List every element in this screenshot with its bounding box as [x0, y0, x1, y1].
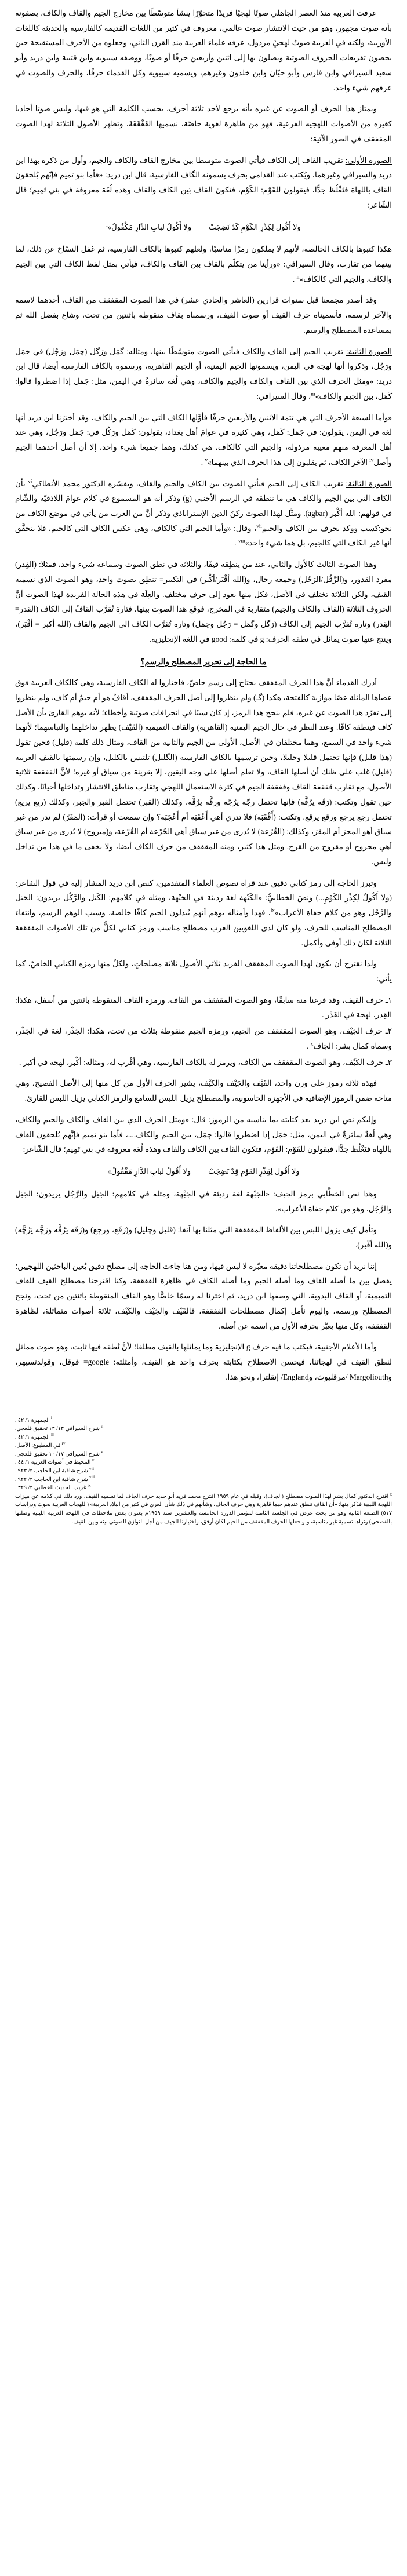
- footnote-marker-vi: vi: [92, 1457, 96, 1463]
- section-heading-need: ما الحاجة إلى تحرير المصطلح والرسم؟: [140, 657, 267, 666]
- footnote-iii: [15, 1433, 392, 1442]
- footnote-ref-v[interactable]: v: [205, 457, 208, 463]
- list-text-3: حرف الكَيْف، وهو الصوت المقفقف من الكاف، ويرمز له بالكاف الفارسية، وهي أقْرب له، ومثاله: أكْبر، لهجة في أكبر .: [19, 1057, 384, 1067]
- footnote-text-ii: شرح السيرافي ١٣/ ١٣ تحقيق قلعجي.: [15, 1425, 100, 1432]
- sura-three-block: [15, 476, 392, 551]
- footnote-marker-v: v: [101, 1449, 103, 1454]
- paragraph-ancients-realized: أدرك القدماء أنَّ هذا الحرف المقفقف يحتاج إلى رسم خاصّ، فاختاروا له الكاف الفارسية، وهي كالكاف العربية فوق عصاها المائلة عصًا موازية كالفتحة، هكذا (گـ) ولم ينظروا إلى أصل الحرف المقفقف، أقافٌ هو أم جيمٌ أم كاف، ولم ينظروا إلى تفرّد هذا الصوت عن غيره، فلم ينجح هذا الرمز، إذ كان سببًا في انحرافات صوتية وأخطاء؛ لأنه يوهم القارئ بأن الأصل كاف فينطقه كافًا. وعند النظر في حال الجيم اليمنية (القاهرية) والقاف التميمية (القَيْف) يظهر تداخلهما والتباسهما؛ لأنهما شيء واحد في السمع، وهما مختلفان في الأصل، الأولى من الجيم والثانية من القاف، ومثال ذلك كلمة (قليل) فحين تقول (هذا قليل) فإنها تحتمل قليلا وجليلا، وحين ترسمها بالكاف الفارسية (الگليل) تلتبس بالكليل، وإن رسمتها بالقيف العربية (قليل) غلب على ظنك أن أصلها القاف، ولا تعلم أصلها على وجه اليقين، إلا بقرينة من سياق أو غيره؛ لأنَّ القفقفة ثلاثية الأصول، مع تقارب قفقفة القاف وقفقفة الجيم في كثرة الاستعمال اللهجي وتقارب مناطق الانتشار وتداخلها أحيانًا، وكذلك حين تقول وتكتب: (رَقَه يرُقَّه) فإنها تحتمل رجّه يرُجّه ورقَّه يرُقَّه، وكذلك (القبر) تحتمل القبر والجبر، وكذلك (ريع يريع) تحتمل رجع يرجع ورقع يرقع. وتكتب: (أَقْقَبَه) فلا تدري أهي أَعْقَبَه أم أَعْجَبَه؟ وإن سمعت أو قرأت: (المَقَرّ) لم تدر من غير سياق أهو المجرَ أم المقرَ، وكذلك: (القُرْعة) لا يُدرى من غير سياق أهي الجُرْعة أم القُرْعة، و(ميروح) لا يُدرى من غير سياق أهي مجروح أو مقروح من القرح. ومثل هذا كثير، ومنه المقفقف من حرف الكاف أيضا، ولا يخفى ما في هذا من تداخل ولبس.: [15, 678, 392, 866]
- footnote-marker-ii: ii: [101, 1423, 104, 1429]
- list-item-qayf: [15, 993, 392, 1023]
- sura-one-label: الصورة الأولى:: [345, 155, 392, 165]
- footnote-marker-ix: ix: [87, 1483, 91, 1489]
- paragraph-three-symbols: فهذه ثلاثة رموز على وزن واحد، القَيْف والجَيْف والكَيْف، يشير الحرف الأول من كل منها إلى الأصل الفصيح، وهي متاحة ضمن الرموز الإضافية في الأجهزة الحاسوبية، والمصطلح يزيل اللبس للسامع والرمز الكتابي يزيل اللبس للقارئ.: [15, 1079, 392, 1103]
- footnote-vii: [15, 1467, 392, 1476]
- footnote-text-x: اقترح الدكتور كمال بشر لهذا الصوت مصطلح (الجاف)، وقبله في عام ١٩٥٩ اقترح محمد فريد أبو حديد حرف الجاف لما نسميه القيف، ورد ذلك في كلامه عن ميزات اللهجة الليبية فذكر منها: «أن القاف تنطق عندهم جيما قاهرية وهي حرف الجاف، وشأنهم في ذلك شأن العري في كثير من البلاد العربية» (اللهجات العربية بحوث ودراسات ٥١٧) الطبعة الثانية وهو من بحث عرض في الجلسة الثامنة لمؤتمر الدورة الخامسة والعشرين سنة ١٩٥٩م بعنوان بعض ملاحظات في اللهجة العربية الليبية وصلتها بالفصحى) ونراها تسمية غير مناسبة، ولو جعلها للحرف المقفقف من الجيم لكان أوفق، واختيارنا للجيف من أجل التوازن الصوتي بينه وبين القيف.: [15, 1493, 392, 1525]
- footnote-text-iv: في المطبوع: الأصل.: [15, 1442, 61, 1449]
- proposal-list: [15, 993, 392, 1070]
- sura-two-block: [15, 344, 392, 404]
- sura-one-block: [15, 153, 392, 213]
- list-text-2-tail: .: [307, 1041, 311, 1050]
- sura-two-body: تقريب الجيم إلى القاف والكاف فيأتي الصوت متوسّطًا بينها، ومثاله: گمَل ورَگل (چمَل ورَچُل) في جَمَل ورَجُل، وذكروا أنها لهجة في اليمن، ويسمونها الجيم اليمنية، أو الجيم القاهرية، ورسموه بالكاف الفارسية أيضا، قال ابن دريد: «ومثل الحرف الذي بين القاف والكاف والجيم والكاف، وهي لُغة سائرةٌ في اليمن، مثل: جَمَل إذا اضطروا قالوا: كَمَل، بين الجيم والكاف»: [15, 347, 392, 401]
- footnote-ref-iii[interactable]: iii: [311, 391, 315, 397]
- quote-sirafi-before: «وأما السبعة الأحرف التي هي تتمة الاثنين والأربعين حرفًا فأوَّلها الكاف التي بين الجيم والكاف، وقد أخبَرَنا ابن دريد أنها لغة في اليمن، يقولون: في جَمَل: كَمَل، وهي كثيرة في عوامَ أهل بغداد، يقولون: كَمَل ورَكُل في: جَمَل ورَجُل، وهي عند أهل المعرفة منهم معيبة مرذولة، والجيم التي كالكاف، هي كذلك، وهما جميعا شيء واحد، إلا أن أصل أحدهما الجيم وأصل: [15, 413, 392, 467]
- footnote-ref-ii[interactable]: ii: [296, 274, 300, 280]
- paragraph-kaf-writing-text: هكذا كتبوها بالكاف الخالصة، لأنهم لا يملكون رمزًا مناسبًا، ولعلهم كتبوها بالكاف الفارسية، ثم غفل النسّاخ عن ذلك، لما بينهما من تقارب، وقال السيرافي: «ورأينا من يتكلّم بالقاف بين القاف والكاف، فيأتي بمثل لفظ الكاف التي بين الجيم والكاف، والجيم التي كالكاف»: [15, 245, 392, 283]
- footnote-i: [15, 1417, 392, 1425]
- quote-sirafi: [15, 410, 392, 470]
- verse-two-hemistich-2: ولا أَقُولُ لبابِ الدَّارِ مَقْفُولُ»: [107, 1167, 191, 1176]
- sura-one-body: تقريب القاف إلى الكاف فيأتي الصوت متوسطا بين مخارج القاف والكاف والجيم، وأول من ذكره بهذا ابن دريد والسيرافي وغيرهما، ويُكتب عند القدامى بحرف يسمونه الگاف الفارسية، قال ابن دريد: «فأما بنو تميم فإنّهم يُلحقون القاف باللهاة فتَغْلُظ جدًّا، فيقولون للقَوْم: الكَوْم، فتكون القاف بَين الكاف والقاف وهذه لُغَة معروفة في بني تَمِيم؛ قال الشّاعر:: [15, 155, 392, 209]
- verse-one-hemistich-2: ولا أَكُولُ لبابِ الدَّارِ مَكْفُولُ»: [107, 222, 192, 231]
- paragraph-foreign-names: وأما الأعلام الأجنبية، فيكتب ما فيه حرف g الإنجليزية وما يماثلها بالقيف مطلقا؛ لأنَّ نُطقه فيها ثابت، وهو صوت مماثل لنطق القيف في لهجاتنا، فيحسن الاصطلاح بكتابته بحرف واحد هو القيف، وأمثلته: google= قوقل، وقولدتسيهر، وMargoliouth /مرقليوث، وEngland/ إنقلترا، ونحو هذا.: [15, 1342, 393, 1381]
- list-marker-2: ٢ـ: [385, 1027, 392, 1036]
- paragraph-proposal-intro: ولذا نقترح أن يكون لهذا الصوت المقفقف الفريد ثلاثي الأصول ثلاثة مصلحاتٍ، ولكلٌ منها رمزه الكتابي الخاصّ، كما يأتي:: [15, 959, 392, 984]
- footnote-vi: [15, 1458, 392, 1467]
- footnote-v: [15, 1450, 392, 1459]
- footnote-ref-vii[interactable]: vii: [256, 523, 262, 529]
- footnote-ref-iv[interactable]: iv: [369, 457, 374, 463]
- list-item-jayf: [15, 1024, 392, 1053]
- footnote-text-v: شرح السيرافي ١٧/ ١٠ تحقيق قلعجي.: [15, 1450, 100, 1457]
- verse-one: [15, 220, 392, 235]
- footnote-ref-viii[interactable]: viii: [238, 537, 245, 544]
- paragraph-khattabi-rewritten: وهذا نص الخطَّابي برمز الجيف: «الجَبْهة لغة رديئة في الجَبْهة، ومثله في كلامهم: الجَبَل والرَّجُل يريدون: الجَبَل والرَّجُل، وهو من كلام جفاة الأعراب».: [15, 1189, 392, 1213]
- sura-three-label: الصورة الثالثة:: [346, 479, 392, 488]
- sura-two-after: ، وقال السيرافي:: [256, 391, 311, 401]
- sura-three-body-1: تقريب الكاف إلى الجيم فيأتي الصوت بين الكاف والجيم والقاف، ويفسّره الدكتور محمد الأنطاكي: [32, 479, 346, 488]
- paragraph-intro: عرفت العربية منذ العصر الجاهلي صوتًا لهجيًا فريدًا متحوّرًا ينشأ متوسّطًا بين مخارج الجيم والقاف والكاف، يصفونه بأنه صوت مجهور، وهو من حيث الانتشار صوت عالمي، معروف في كثير من اللغات القديمة كالفارسية والحديثة كاللغات الأوربية، ولكنه في العربية صوتٌ لهجيٌ مرذول، عرفه علماء العربية منذ القرن الثاني، وجعلوه من الأحرف المستقبحة حين يحصون تفريعات الحروف الصوتية ويصلون بها إلى اثنين وأربعين حرفًا أو صوتًا، ووصفه سيبويه وابن قتيبة وابن دريد وأبو سعيد السيرافي وابن فارس وأبو حيّان وابن خلدون وغيرهم، ويسميه سيبويه وكل القدماء حرفًا، والحرف والصوت في عرفهم شيء واحد.: [15, 9, 392, 92]
- verse-one-hemistich-1: ولا أَكُول لِكِذْرِ الكَوْمِ كَدْ نَضِجَتْ: [209, 222, 301, 231]
- footnote-x: [15, 1493, 392, 1526]
- footnote-text-viii: شرح شافية ابن الحاجب ٢/ ٩٢٢ .: [15, 1476, 88, 1483]
- paragraph-third-sound: وهذا الصوت الثالث كالأول والثاني، عند من ينطِقه قيفًا، والثلاثة في نطق الصوت وسماعه شيء واحد، فمثلا: (القِدر) مفرد القدور، و(الرَّقُل/الرَجُل) وجمعه رجال، و(الله أقْبَر/أكْبر) في التكبير= تنطِق بصوت واحد، وهو الصوت الذي نسميه القيف، ولكن الثلاثة تختلف في الأصل، فكل منها يعود إلى حرف مختلف. والعِلَة في هذه الحالة الفريدة لهذا الصوت أنَّ الحروف الثلاثة (القاف والكاف والجيم) متقاربة في المخرج، فوقع هذا الصوت بينها، فتارة تُقرَّب القافُ إلى الكاف (القدر= القِدر) وتارة تُقرَّب الجيم إلى الكاف (رَگل وگمَل = رَجُل وچمَل) وتارة تُقرَّب الكاف إلى الجيم والقاف (الله أكبر = أقْبَر)، وينتج عنها صوت يماثل في نطقه الحرف: g في كلمة: good في اللغة الإنجليزية.: [15, 560, 392, 643]
- paragraph-need-symbol-before: وتبرز الحاجة إلى رمز كتابي دقيق عند قراة نصوص العلماء المتقدمين، كنص ابن دريد المشار إليه في قول الشاعر: (ولا أَكُولُ لِكِذْرِ الكَوْمِ...) ونصَ الخطابيُّ: «الكَبْهة لغة رديئة في الجَبْهة، ومثله في كلامهم: الكَبَل والرَّكُل يريدون: الجَبَل والرَّجُل وهو من كلام جفاة الأعراب»: [15, 878, 393, 918]
- footnote-text-ix: غريب الحديث للخطابي ٢/ ٣٢٩ .: [15, 1485, 86, 1491]
- footnote-ref-i[interactable]: i: [106, 221, 108, 228]
- footnote-ix: [15, 1484, 392, 1493]
- paragraph-need-symbol-after: ، فهذا وأمثاله يوهم أنهم يُبدلون الجيم كافًا خالصة، وسبب الوهم الرسم، وانتفاء المصطلح المناسب للحرف، ولو كان لدى اللغويين العرب مصطلح مناسب ورمز كتابي لكلٌّ من تلك الأصوات المقفقفة الثلاثة لكان ذلك أوفى وأكمل.: [15, 908, 392, 947]
- footnote-text-iii: الجمهرة ١/ ٤٢ .: [15, 1433, 50, 1440]
- paragraph-precision-goal: إننا نريد أن تكون مصطلحاتنا دقيقة معبّرة لا لبس فيها، ومن هنا جاءت الحاجة إلى مصلح دقيق يُعين الباحثين اللهجيين؛ يفصل بين ما أصله القاف وما أصله الجيم وما أصله الكاف في ظاهرة القفقفة، وكنا اقترحنا مصطلحَ القيف للقاف التميمية، أو القاف البدوية، التي وصفها ابن دريد، ثم اخترنا له رسمًا خاصًّا وهو القاف المنقوطة باثنتين من تحت، ونجح المصطلح ورسمه، واليوم نأمل إكمال مصطلحات القفقفة، فالقَيْف والجَيْف والكَيْف، ثلاثة أصوات متماثلة، لظاهرة القفقفة، وكل منها يعبَّر بحرفه الأول من اسمه عن أصله.: [15, 1261, 392, 1330]
- paragraph-distinction: ويمتاز هذا الحرف أو الصوت عن غيره بأنه يرجع لأحد ثلاثة أحرف، بحسب الكلمة التي هو فيها، وليس صوتا أحاديا كغيره من الأصوات اللهجيه الفرعية، فهو من ظاهرة لغوية خاصّة، نسميها القَفْقَفَةَ، وتظهر الأصول الثلاثة لهذا الصوت المقفقف في الصور الآتية:: [15, 104, 392, 143]
- footnote-marker-vii: vii: [89, 1465, 94, 1471]
- footnote-ref-ix[interactable]: ix: [270, 907, 275, 914]
- footnote-marker-i: i: [50, 1415, 52, 1421]
- footnote-marker-iv: iv: [61, 1440, 66, 1446]
- list-marker-1: ١ـ: [385, 995, 392, 1005]
- footnote-list: [15, 1417, 392, 1527]
- footnote-text-vi: المحيط في أصوات العربية ١/ ٤٤ .: [15, 1459, 91, 1466]
- verse-two-hemistich-1: ولا أَقُول لِقِذْرِ القَوْمِ قِدْ نَضِجَتْ: [208, 1167, 300, 1176]
- paragraph-need-symbol: [15, 876, 392, 951]
- footnote-marker-viii: viii: [89, 1474, 96, 1480]
- list-item-kayf: [15, 1055, 392, 1070]
- footnote-ref-vi[interactable]: vi: [28, 478, 32, 485]
- list-marker-3: ٣ـ: [385, 1057, 392, 1067]
- footnote-iv: [15, 1442, 392, 1450]
- footnote-viii: [15, 1476, 392, 1485]
- verse-two: [15, 1165, 392, 1179]
- footnote-text-vii: شرح شافية ابن الحاجب ٢/ ٩٢٣ .: [15, 1468, 88, 1475]
- footnote-text-i: الجمهرة ١/ ٤٢ .: [15, 1417, 50, 1424]
- paragraph-kaf-writing-tail: .: [292, 274, 297, 283]
- quote-sirafi-after: .: [201, 457, 205, 467]
- list-text-1: حرف القيف، وقد فرغنا منه سابقًا، وهو الصوت المقفقف من القاف، ورمزه القاف المنقوطة باثنتين من أسفل، هكذا: القِدر، لهجة في القَدْر .: [15, 995, 392, 1020]
- paragraph-ambiguity-removed: وتأمل كيف يزول اللبس بين الألفاظ المقفقفة التي مثلنا بها آنفا: (قليل وچليل) و(رَقَع، ورچع) و(رَقَه يَرُقَّه ورَچَّه يَرُچَّه) و(الله أقْبر).: [15, 1225, 392, 1249]
- paragraph-ibn-duraid-rewritten: وإليكم نص ابن دريد بعد كتابته بما يناسبه من الرموز: قال: «ومثل الحرف الذي بين القاف والكاف والجيم والكاف، وهي لُغةٌ سائرةٌ في اليمن، مثل: جَمَل إذا اضطروا قالوا: چمَل، بين الجيم والكاف....، فأما بنو تميم فإنَّهم يُلحقون القاف باللهاة فتَغْلُظ جدًّا، فيقولون للقَوْم: القَوْم، فتكون القاف بين الكاف والقاف وهذه لُغَة معروفة في بني تَمِيم؛ قال الشّاعر:: [15, 1115, 392, 1154]
- sura-two-label: الصورة الثانية:: [346, 347, 392, 356]
- sura-three-body-3: ، وقال: «وأما الجيم التي كالكاف، وهي عكس الكاف التي كالجيم، فلا يتحقَّق أنها غير الكاف التي كالجيم، بل هما شيء واحد»: [15, 523, 392, 548]
- list-text-2: حرف الجَيْف، وهو الصوت المقفقف من الجيم، ورمزه الجيم منقوطة بثلاث من تحت، هكذا: الجَذْر، لغة في الجَذْر، وسماه كمال بشر: الجاف: [15, 1027, 392, 1050]
- paragraph-academy-decisions: وقد أصدر مجمعنا قبل سنوات قرارين (العاشر والحادي عشر) في هذا الصوت المقفقف من القاف، أحدهما لاسمه والآخر لرسمه، فأسميناه حرف القيف أو صوت القيف، ورسمناه بقاف منقوطة باثنتين من تحت، وشاع بفضل الله ثم بمساعدة المصطلح والرسم.: [15, 296, 392, 334]
- footnotes-section: [15, 1411, 392, 1527]
- footnote-marker-iii: iii: [50, 1432, 55, 1438]
- paragraph-kaf-writing: [15, 242, 392, 286]
- footnote-marker-x: x: [390, 1491, 392, 1497]
- quote-sirafi-mid: الآخر الكاف، ثم يقلبون إلى هذا الحرف الذي بينهما»: [207, 457, 370, 467]
- footnote-ref-x[interactable]: x: [310, 1040, 314, 1047]
- footnote-ii: [15, 1425, 392, 1433]
- sura-three-body-2: بأن الكاف التي بين الجيم والكاف هي ما ننطقه في الرسم الأجنبي (g) وذكر أنه هو المسموع في كلام عوامَ اللاذقيّة والشّام في قولهم: الله أكْبر (agbar). ومثَّل لهذا الصوت ركنُ الدين الإستراباذي وذكر أنَّ من العرب من يأتي في موضع الكاف من نحو:كسب ووكد بحرف بين الكاف والجيم: [15, 479, 392, 533]
- sura-three-body-4: .: [234, 539, 238, 548]
